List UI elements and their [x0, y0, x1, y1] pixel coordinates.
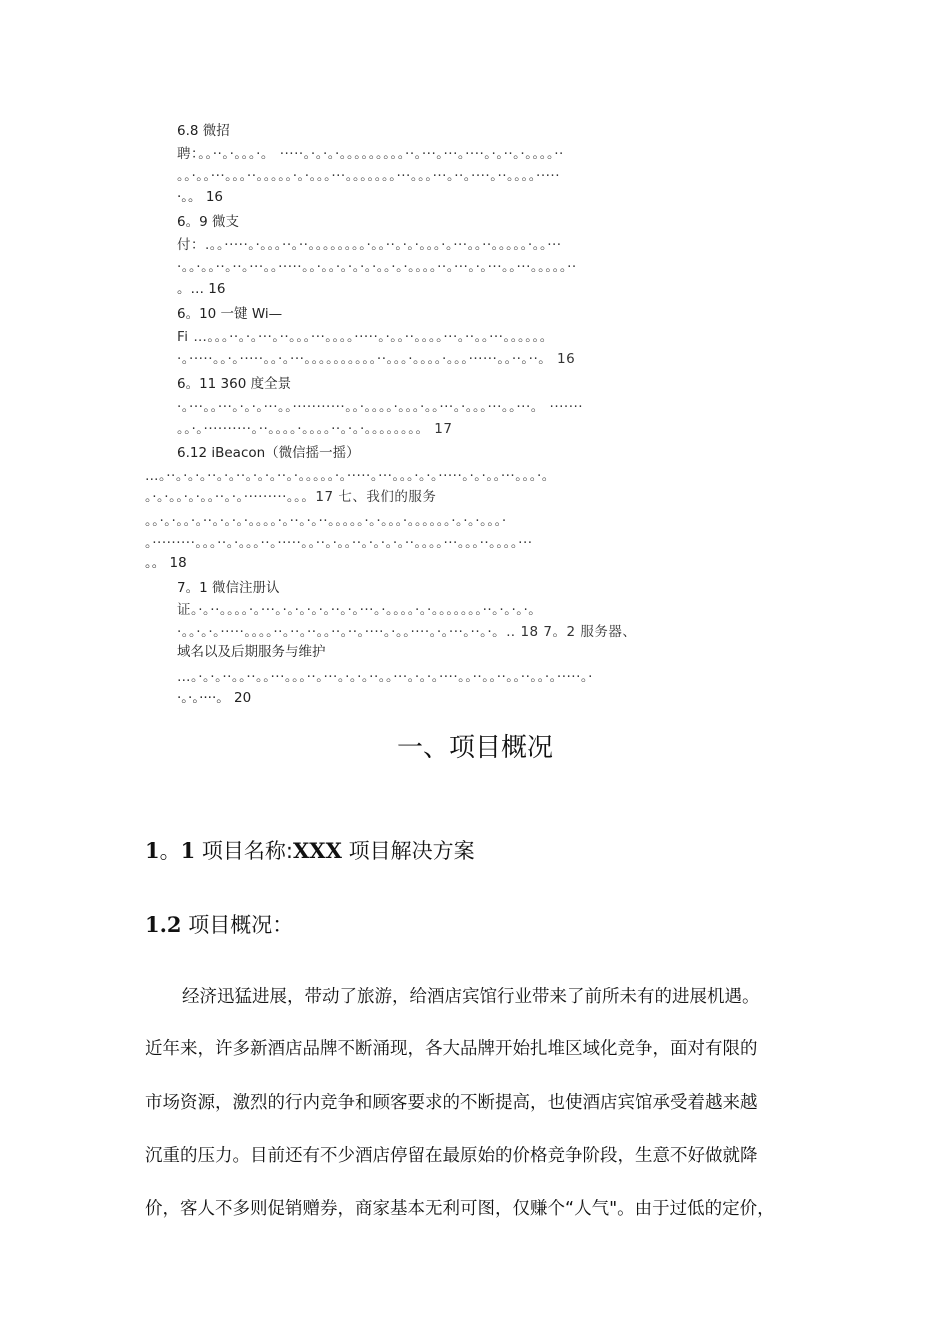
- section-title-text: 项目名称:: [195, 839, 294, 863]
- paragraph-line: 市场资源，激烈的行内竞争和顾客要求的不断提高，也使酒店宾馆承受着越来越: [145, 1093, 758, 1113]
- section-heading-1-2: [145, 910, 293, 940]
- section-number-2: 1: [180, 838, 196, 863]
- toc-line: ·。。·。。··。··。···。。·····。。·。。·。·。·。·。。·。·。。。。··。···。·。···。。···。。。。。··: [177, 259, 577, 275]
- toc-line: 。… 16: [177, 281, 226, 297]
- toc-line: 6.12 iBeacon（微信摇一摇）: [177, 445, 360, 461]
- toc-line: Fi …。。。··。·。···。··。。。···。。。。·····。·。。··。。。。···。··。。···。。。。。。: [177, 329, 554, 345]
- toc-line: 6.8 微招: [177, 123, 230, 139]
- section-title-bold: XXX: [293, 838, 342, 863]
- toc-line: 。。 18: [145, 555, 187, 571]
- toc-line: 聘：。。··。·。。。·。 ·····。·。·。·。。。。。。。。。··。···。···。····。·。··。·。。。。··: [177, 146, 564, 162]
- toc-line: 6。10 一键 Wi—: [177, 306, 283, 322]
- section-number: 1.2: [145, 912, 182, 937]
- toc-line: ·。·····。。·。·····。。·。···。。。。。。。。。。··。。。·。。。。·。。。······。。··。··。 16: [177, 351, 576, 367]
- toc-line: ·。·。····。 20: [177, 690, 252, 706]
- paragraph-line: 沉重的压力。目前还有不少酒店停留在最原始的价格竞争阶段，生意不好做就降: [145, 1146, 758, 1166]
- toc-line: ·。。 16: [177, 189, 224, 205]
- toc-line: 。·········。。。··。·。。。··。·····。。··。·。。··。·。·。·。··。。。。···。。。··。。。。···: [145, 535, 533, 551]
- section-heading-1-1: [145, 836, 475, 866]
- toc-line: 付：.。。·····。·。。。··。··。。。。。。。。·。。··。·。·。。。·。···。。··。。。。。·。。···: [177, 237, 562, 253]
- toc-line: 。·。·。。·。·。。··。·。·········。。。17 七、我们的服务: [145, 489, 437, 505]
- toc-line: 证。·。··。。。。·。···。·。·。·。·。··。·。···。·。。。。·。·。。。。。。。··。·。·。·。: [177, 602, 543, 618]
- toc-line: 6。9 微支: [177, 214, 239, 230]
- toc-line: ·。···。。···。·。·。···。。···········。。·。。。。·。。。·。。···。·。。。···。。···。 ·······: [177, 399, 584, 415]
- toc-line: ·。。·。·。·····。。。。··。··。··。。··。··。····。·。。····。·。···。··。·。‥ 18 7。2 服务器、: [177, 624, 637, 640]
- section-number: 1: [145, 838, 160, 863]
- toc-line: 6。11 360 度全景: [177, 376, 292, 392]
- chapter-heading: 一、项目概况: [396, 733, 553, 763]
- paragraph-line: 近年来，许多新酒店品牌不断涌现，各大品牌开始扎堆区域化竞争，面对有限的: [145, 1039, 758, 1059]
- section-separator: 。: [159, 839, 181, 863]
- paragraph-line: 经济迅猛进展，带动了旅游，给酒店宾馆行业带来了前所未有的进展机遇。: [182, 987, 760, 1007]
- toc-line: 。。·。。···。。。··。。。。。·。·。。。···。。。。。。。···。。。···。··。····。··。。。。·····: [177, 168, 560, 184]
- toc-line: 7。1 微信注册认: [177, 580, 280, 596]
- toc-line: …。··。·。·。··。·。··。·。·。··。·。。。。。·。·····。···。。。·。·。·····。·。·。。···。。。·。: [145, 468, 556, 484]
- section-title-rest: 项目解决方案: [341, 839, 475, 863]
- toc-line: 域名以及后期服务与维护: [177, 644, 326, 660]
- toc-line: 。。·。·。。·。··。·。·。·。。。。·。··。·。··。。。。。·。·。。。·。。。。。。·。·。·。。。·: [145, 513, 507, 529]
- toc-line: …。·。·。··。。··。。···。。。··。···。·。·。··。。···。·。·。····。。··。。··。。··。。·。·····。·: [177, 669, 593, 685]
- section-title-text: 项目概况：: [181, 913, 294, 937]
- toc-line: 。。·。··········。··。。。。·。。。。··。·。·。。。。。。。。 17: [177, 421, 453, 437]
- paragraph-line: 价，客人不多则促销赠券，商家基本无利可图，仅赚个“人气"。由于过低的定价，: [145, 1199, 775, 1219]
